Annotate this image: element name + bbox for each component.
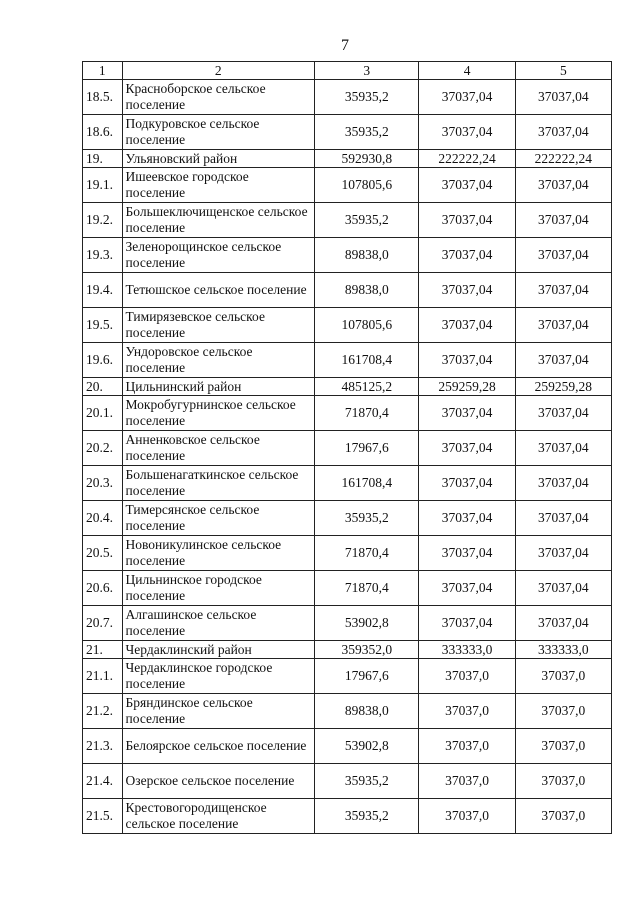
row-number: 18.6. bbox=[83, 115, 123, 150]
column-header-2: 2 bbox=[122, 62, 315, 80]
row-number: 18.5. bbox=[83, 80, 123, 115]
value-col-5: 37037,04 bbox=[515, 606, 611, 641]
value-col-5: 37037,04 bbox=[515, 571, 611, 606]
value-col-5: 259259,28 bbox=[515, 378, 611, 396]
value-col-4: 37037,04 bbox=[419, 168, 515, 203]
table-row bbox=[83, 799, 612, 834]
value-col-4: 37037,0 bbox=[419, 764, 515, 799]
row-name: Новоникулинское сельское поселение bbox=[122, 536, 315, 571]
table-row bbox=[83, 203, 612, 238]
row-name: Анненковское сельское поселение bbox=[122, 431, 315, 466]
row-name: Ишеевское городское поселение bbox=[122, 168, 315, 203]
row-name: Озерское сельское поселение bbox=[122, 764, 315, 799]
value-col-5: 37037,04 bbox=[515, 343, 611, 378]
value-col-4: 37037,04 bbox=[419, 343, 515, 378]
value-col-3: 107805,6 bbox=[315, 308, 419, 343]
value-col-3: 359352,0 bbox=[315, 641, 419, 659]
row-name: Алгашинское сельское поселение bbox=[122, 606, 315, 641]
value-col-4: 37037,04 bbox=[419, 238, 515, 273]
value-col-4: 37037,04 bbox=[419, 501, 515, 536]
table-row bbox=[83, 501, 612, 536]
table-row bbox=[83, 273, 612, 308]
row-number: 21.4. bbox=[83, 764, 123, 799]
row-name: Тетюшское сельское поселение bbox=[122, 273, 315, 308]
value-col-4: 333333,0 bbox=[419, 641, 515, 659]
value-col-5: 37037,0 bbox=[515, 729, 611, 764]
value-col-3: 89838,0 bbox=[315, 273, 419, 308]
row-name: Подкуровское сельское поселение bbox=[122, 115, 315, 150]
row-number: 21. bbox=[83, 641, 123, 659]
allocation-table bbox=[82, 61, 612, 834]
value-col-3: 592930,8 bbox=[315, 150, 419, 168]
value-col-3: 35935,2 bbox=[315, 115, 419, 150]
row-name: Крестовогородищенское сельское поселение bbox=[122, 799, 315, 834]
value-col-3: 485125,2 bbox=[315, 378, 419, 396]
table-row bbox=[83, 431, 612, 466]
row-name: Тимирязевское сельское поселение bbox=[122, 308, 315, 343]
column-header-3: 3 bbox=[315, 62, 419, 80]
row-name: Ундоровское сельское поселение bbox=[122, 343, 315, 378]
table-row bbox=[83, 466, 612, 501]
value-col-5: 37037,04 bbox=[515, 273, 611, 308]
value-col-3: 89838,0 bbox=[315, 694, 419, 729]
row-name: Белоярское сельское поселение bbox=[122, 729, 315, 764]
row-number: 19.3. bbox=[83, 238, 123, 273]
value-col-4: 37037,04 bbox=[419, 273, 515, 308]
value-col-3: 17967,6 bbox=[315, 431, 419, 466]
value-col-3: 35935,2 bbox=[315, 80, 419, 115]
table-row bbox=[83, 308, 612, 343]
value-col-5: 37037,04 bbox=[515, 203, 611, 238]
column-header-5: 5 bbox=[515, 62, 611, 80]
value-col-5: 37037,04 bbox=[515, 115, 611, 150]
row-name: Чердаклинское городское поселение bbox=[122, 659, 315, 694]
value-col-4: 37037,04 bbox=[419, 606, 515, 641]
value-col-3: 71870,4 bbox=[315, 571, 419, 606]
value-col-5: 37037,04 bbox=[515, 501, 611, 536]
table-row bbox=[83, 606, 612, 641]
row-name: Зеленорощинское сельское поселение bbox=[122, 238, 315, 273]
row-name: Бряндинское сельское поселение bbox=[122, 694, 315, 729]
row-number: 19. bbox=[83, 150, 123, 168]
value-col-5: 37037,0 bbox=[515, 764, 611, 799]
value-col-4: 37037,04 bbox=[419, 80, 515, 115]
row-number: 20.1. bbox=[83, 396, 123, 431]
table-row bbox=[83, 571, 612, 606]
row-number: 20.2. bbox=[83, 431, 123, 466]
value-col-3: 35935,2 bbox=[315, 501, 419, 536]
row-name: Большеключищенское сельское поселение bbox=[122, 203, 315, 238]
value-col-5: 37037,04 bbox=[515, 80, 611, 115]
value-col-4: 37037,04 bbox=[419, 115, 515, 150]
value-col-5: 37037,04 bbox=[515, 431, 611, 466]
value-col-4: 37037,0 bbox=[419, 729, 515, 764]
row-number: 20.5. bbox=[83, 536, 123, 571]
table-row bbox=[83, 764, 612, 799]
value-col-4: 37037,0 bbox=[419, 694, 515, 729]
value-col-5: 37037,0 bbox=[515, 659, 611, 694]
table-row bbox=[83, 729, 612, 764]
row-name: Цильнинское городское поселение bbox=[122, 571, 315, 606]
value-col-3: 35935,2 bbox=[315, 764, 419, 799]
row-number: 19.1. bbox=[83, 168, 123, 203]
value-col-5: 37037,04 bbox=[515, 396, 611, 431]
value-col-3: 161708,4 bbox=[315, 343, 419, 378]
value-col-5: 37037,04 bbox=[515, 466, 611, 501]
row-number: 20.4. bbox=[83, 501, 123, 536]
value-col-4: 37037,04 bbox=[419, 466, 515, 501]
table-body bbox=[83, 80, 612, 834]
table-row bbox=[83, 115, 612, 150]
row-number: 20. bbox=[83, 378, 123, 396]
value-col-4: 259259,28 bbox=[419, 378, 515, 396]
value-col-3: 53902,8 bbox=[315, 606, 419, 641]
column-header-1: 1 bbox=[83, 62, 123, 80]
value-col-5: 37037,0 bbox=[515, 694, 611, 729]
row-name: Большенагаткинское сельское поселение bbox=[122, 466, 315, 501]
value-col-5: 222222,24 bbox=[515, 150, 611, 168]
table-row bbox=[83, 694, 612, 729]
table-row bbox=[83, 168, 612, 203]
value-col-5: 37037,04 bbox=[515, 238, 611, 273]
table-row bbox=[83, 641, 612, 659]
row-name: Мокробугурнинское сельское поселение bbox=[122, 396, 315, 431]
table-header-row bbox=[83, 62, 612, 80]
value-col-3: 35935,2 bbox=[315, 203, 419, 238]
row-number: 19.2. bbox=[83, 203, 123, 238]
value-col-3: 71870,4 bbox=[315, 536, 419, 571]
table-row bbox=[83, 238, 612, 273]
row-number: 21.2. bbox=[83, 694, 123, 729]
row-name: Чердаклинский район bbox=[122, 641, 315, 659]
value-col-4: 37037,04 bbox=[419, 308, 515, 343]
row-number: 20.7. bbox=[83, 606, 123, 641]
value-col-5: 333333,0 bbox=[515, 641, 611, 659]
row-name: Красноборское сельское поселение bbox=[122, 80, 315, 115]
table-row bbox=[83, 396, 612, 431]
value-col-5: 37037,0 bbox=[515, 799, 611, 834]
value-col-4: 37037,0 bbox=[419, 659, 515, 694]
value-col-4: 37037,04 bbox=[419, 203, 515, 238]
table-row bbox=[83, 150, 612, 168]
value-col-3: 107805,6 bbox=[315, 168, 419, 203]
row-number: 20.6. bbox=[83, 571, 123, 606]
page-number: 7 bbox=[341, 37, 349, 54]
value-col-4: 222222,24 bbox=[419, 150, 515, 168]
value-col-4: 37037,0 bbox=[419, 799, 515, 834]
value-col-3: 71870,4 bbox=[315, 396, 419, 431]
value-col-5: 37037,04 bbox=[515, 168, 611, 203]
value-col-4: 37037,04 bbox=[419, 536, 515, 571]
row-number: 19.5. bbox=[83, 308, 123, 343]
value-col-3: 35935,2 bbox=[315, 799, 419, 834]
value-col-4: 37037,04 bbox=[419, 571, 515, 606]
row-name: Ульяновский район bbox=[122, 150, 315, 168]
row-number: 19.4. bbox=[83, 273, 123, 308]
value-col-3: 53902,8 bbox=[315, 729, 419, 764]
row-name: Тимерсянское сельское поселение bbox=[122, 501, 315, 536]
row-name: Цильнинский район bbox=[122, 378, 315, 396]
row-number: 21.5. bbox=[83, 799, 123, 834]
value-col-4: 37037,04 bbox=[419, 431, 515, 466]
row-number: 21.3. bbox=[83, 729, 123, 764]
table-row bbox=[83, 80, 612, 115]
column-header-4: 4 bbox=[419, 62, 515, 80]
value-col-3: 17967,6 bbox=[315, 659, 419, 694]
table-row bbox=[83, 343, 612, 378]
value-col-5: 37037,04 bbox=[515, 308, 611, 343]
value-col-5: 37037,04 bbox=[515, 536, 611, 571]
value-col-3: 89838,0 bbox=[315, 238, 419, 273]
table-row bbox=[83, 659, 612, 694]
row-number: 21.1. bbox=[83, 659, 123, 694]
table-row bbox=[83, 536, 612, 571]
table-row bbox=[83, 378, 612, 396]
value-col-3: 161708,4 bbox=[315, 466, 419, 501]
row-number: 20.3. bbox=[83, 466, 123, 501]
value-col-4: 37037,04 bbox=[419, 396, 515, 431]
row-number: 19.6. bbox=[83, 343, 123, 378]
